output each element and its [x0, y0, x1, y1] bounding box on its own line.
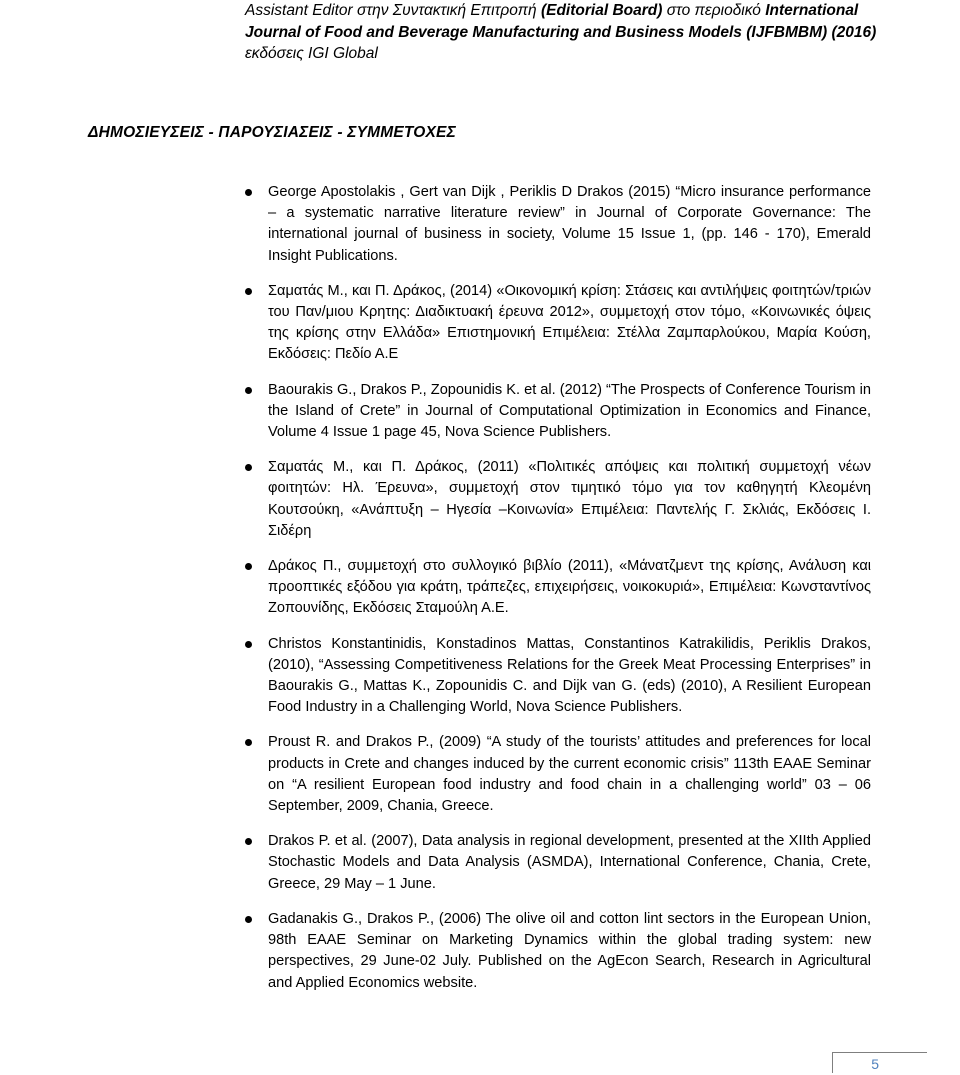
publication-list — [0, 182, 960, 1008]
publication-item — [268, 831, 871, 895]
header-line-3: εκδόσεις IGI Global — [245, 45, 378, 62]
publication-item — [268, 556, 871, 620]
bullet-icon — [245, 189, 252, 196]
publication-text: Drakos P. et al. (2007), Data analysis in regional development, presented at the XIIth Applied Stochastic Models and Data Analysis (ASMDA), International Conference, Chania, Crete, Greece, 29 May – 1 June. — [268, 833, 871, 892]
publication-item — [268, 732, 871, 817]
publication-item — [268, 380, 871, 444]
bullet-icon — [245, 288, 252, 295]
header-line-2 — [245, 22, 925, 44]
bullet-icon — [245, 563, 252, 570]
bullet-icon — [245, 739, 252, 746]
bullet-icon — [245, 916, 252, 923]
header-line-1-prefix: Assistant Editor στην Συντακτική Επιτροπή — [245, 2, 541, 19]
publication-text: Christos Konstantinidis, Konstadinos Mattas, Constantinos Katrakilidis, Periklis Drakos, (2010), “Assessing Competitiveness Relations for the Greek Meat Processing Enterprises” in Baourakis G., Mattas K., Zopounidis C. and Dijk van G. (eds) (2010), A Resilient European Food Industry in a Challenging World, Nova Science Publishers. — [268, 635, 871, 716]
document-header — [245, 0, 925, 65]
publication-text: Σαματάς Μ., και Π. Δράκος, (2011) «Πολιτικές απόψεις και πολιτική συμμετοχή νέων φοιτητών: Ηλ. Έρευνα», συμμετοχή στον τιμητικό τόμο για τον καθηγητή Κλεομένη Κουτσούκη, «Ανάπτυξη – Ηγεσία –Κοινωνία» Επιμέλεια: Παντελής Γ. Σκλιάς, Εκδόσεις Ι. Σιδέρη — [268, 459, 871, 539]
bullet-icon — [245, 641, 252, 648]
section-heading: ΔΗΜΟΣΙΕΥΣΕΙΣ - ΠΑΡΟΥΣΙΑΣΕΙΣ - ΣΥΜΜΕΤΟΧΕΣ — [88, 124, 456, 141]
publication-item — [268, 909, 871, 994]
publication-item — [268, 457, 871, 542]
publication-item — [268, 634, 871, 719]
publication-text: Baourakis G., Drakos P., Zopounidis K. et al. (2012) “The Prospects of Conference Tourism in the Island of Crete” in Journal of Computational Optimization in Economics and Finance, Volume 4 Issue 1 page 45, Nova Science Publishers. — [268, 381, 871, 441]
header-line-1 — [245, 0, 925, 22]
bullet-icon — [245, 387, 252, 394]
publication-text: Proust R. and Drakos P., (2009) “A study of the tourists’ attitudes and preferences for local products in Crete and changes induced by the current economic crisis” 113th EAAE Seminar on “A resilient European food industry and food chain in a challenging world” 03 – 06 September, 2009, Chania, Greece. — [268, 734, 871, 815]
publication-text: Gadanakis G., Drakos P., (2006) The olive oil and cotton lint sectors in the European Union, 98th EAAE Seminar on Marketing Dynamics within the global trading system: new perspectives, 29 June-02 July. Published on the AgEcon Search, Research in Agricultural and Applied Economics website. — [268, 910, 871, 991]
publication-text: George Apostolakis , Gert van Dijk , Periklis D Drakos (2015) “Micro insurance performance – a systematic narrative literature review” in Journal of Corporate Governance: The international journal of business in society, Volume 15 Issue 1, (pp. 146 - 170), Emerald Insight Publications. — [268, 184, 871, 264]
page-footer — [832, 1052, 927, 1073]
bullet-icon — [245, 838, 252, 845]
header-line-1-middle: στο περιοδικό — [662, 2, 766, 19]
publication-item — [268, 281, 871, 366]
header-line-1-bold2: International — [765, 2, 859, 19]
publication-text: Δράκος Π., συμμετοχή στο συλλογικό βιβλίο (2011), «Μάνατζμεντ της κρίσης, Ανάλυση και προοπτικές εξόδου για κράτη, τράπεζες, επιχειρήσεις, νοικοκυριά», Επιμέλεια: Κωνσταντίνος Ζοπουνίδης, Εκδόσεις Σταμούλη Α.Ε. — [268, 558, 871, 617]
header-line-1-bold: (Editorial Board) — [540, 2, 663, 19]
publication-item — [268, 182, 871, 267]
bullet-icon — [245, 464, 252, 471]
header-line-2-bold: Journal of Food and Beverage Manufacturing and Business Models (IJFBMBM) (2016) — [245, 23, 877, 41]
page-number: 5 — [871, 1056, 879, 1072]
publication-text: Σαματάς Μ., και Π. Δράκος, (2014) «Οικονομική κρίση: Στάσεις και αντιλήψεις φοιτητών/τριών του Παν/μιου Κρητης: Διαδικτυακή έρευνα 2012», συμμετοχή στον τόμο, «Κοινωνικές όψεις της κρίσης στην Ελλάδα» Επιστημονική Επιμέλεια: Στέλλα Ζαμπαρλούκου, Μαρία Κούση, Εκδόσεις: Πεδίο Α.Ε — [268, 282, 871, 363]
